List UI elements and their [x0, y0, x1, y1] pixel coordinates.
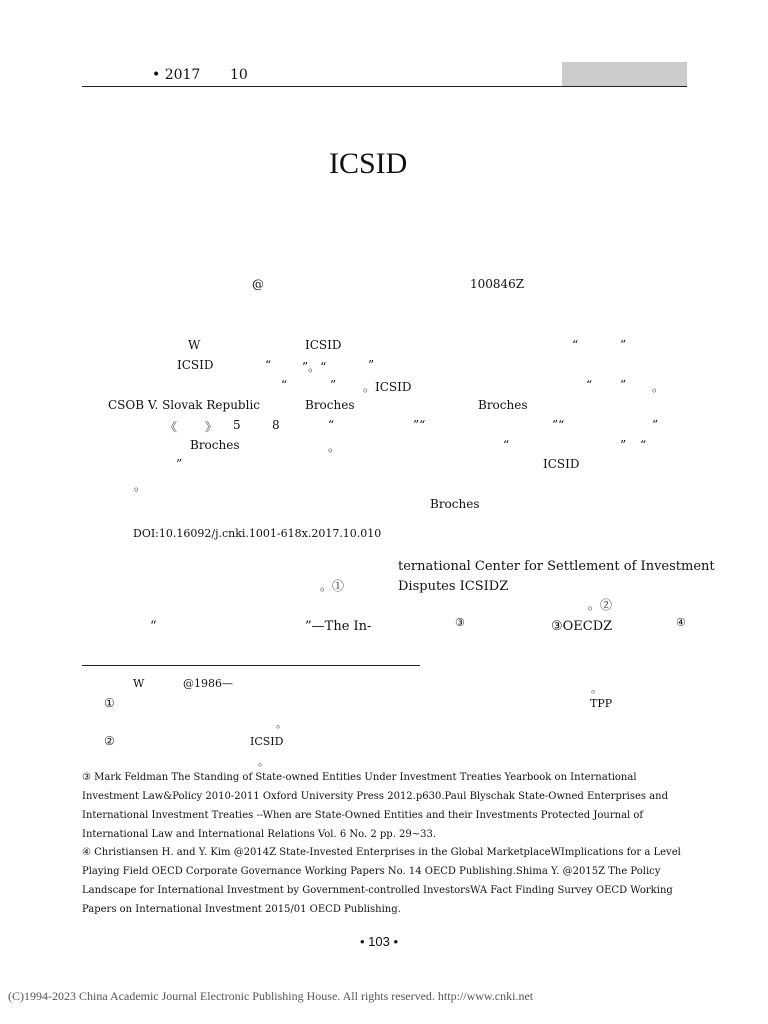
abstract-token: “ [640, 438, 647, 452]
abstract-token: ”“ [413, 418, 426, 432]
body-footnote-ref: 。① [320, 579, 345, 593]
abstract-token: “ [328, 418, 335, 432]
footnote-2-icsid: ICSID [250, 735, 284, 748]
abstract-token: 。 [328, 440, 341, 454]
footnote-4: ④ Christiansen H. and Y. Kim @2014Z State-Invested Enterprises in the Global MarketplaceWImplications for a Level Playing Field OECD Corporate Governance Working Papers No. 14 OECD Publishing.Shima Y. @2015Z The Policy Landscape for International Investment by Government-controlled InvestorsWA Fact Finding Survey OECD Working Papers on International Investment 2015/01 OECD Publishing. [82, 847, 681, 915]
abstract-token: ” [652, 418, 659, 432]
abstract-token: ICSID [543, 457, 580, 471]
body-footnote-ref: ④ [676, 616, 686, 629]
author-end: 。 [591, 682, 602, 695]
abstract-token: 。 [134, 479, 147, 493]
footnote-2-end: 。 [258, 755, 269, 768]
journal-year: • 2017 [152, 67, 201, 83]
affiliation-at: @ [252, 277, 264, 291]
abstract-token: 8 [272, 418, 280, 432]
abstract-token: “ [586, 378, 593, 392]
abstract-token: W [188, 338, 201, 352]
abstract-token: 》 [205, 420, 218, 434]
abstract-token: Broches [190, 438, 240, 452]
abstract-token: “ [281, 378, 288, 392]
abstract-token: “ [572, 338, 579, 352]
body-footnote-ref: 。② [588, 598, 613, 612]
abstract-token: Broches [430, 497, 480, 511]
author-name: W [133, 677, 145, 690]
body-line: Disputes ICSIDZ [398, 579, 509, 594]
abstract-token: “ [503, 438, 510, 452]
abstract-token: Broches [478, 398, 528, 412]
page-number: • 103 • [360, 934, 399, 949]
abstract-token: ” [620, 378, 627, 392]
footnote-1-mark: ① [104, 696, 115, 710]
footnote-3: ③ Mark Feldman The Standing of State-owned Entities Under Investment Treaties Yearbook on International Investment Law&Policy 2010-2011 Oxford University Press 2012.p630.Paul Blyschak State-Owned Enterprises and International Investment Treaties --When are State-Owned Entities and their Investments Protected Journal of International Law and International Relations Vol. 6 No. 2 pp. 29~33. [82, 772, 668, 840]
abstract-token: ”。“ [302, 360, 327, 374]
body-line: ③OECDZ [551, 619, 613, 634]
body-footnote-ref: ③ [455, 616, 465, 629]
author-birth: @1986— [183, 677, 233, 690]
body-line: ”—The In- [305, 619, 372, 634]
footnote-1-end: 。 [276, 717, 287, 730]
abstract-token: ” [620, 338, 627, 352]
abstract-token: ICSID [305, 338, 342, 352]
abstract-token: “ [265, 358, 272, 372]
abstract-token: 。ICSID [363, 380, 412, 394]
abstract-token: ” [620, 438, 627, 452]
body-quote: “ [150, 619, 157, 634]
copyright-footer: (C)1994-2023 China Academic Journal Electronic Publishing House. All rights reserved. http://www.cnki.net [8, 989, 534, 1003]
abstract-token: CSOB V. Slovak Republic [108, 398, 260, 412]
journal-issue: 10 [230, 67, 248, 83]
article-title: ICSID [329, 147, 408, 180]
abstract-token: ” [368, 358, 375, 372]
abstract-token: 《 [165, 420, 178, 434]
footnote-rule [82, 665, 420, 666]
header-rule [82, 86, 687, 87]
abstract-token: Broches [305, 398, 355, 412]
abstract-token: 。 [652, 380, 665, 394]
affiliation-postcode: 100846Z [470, 277, 525, 291]
abstract-token: ” [330, 378, 337, 392]
body-line: ternational Center for Settlement of Investment [398, 559, 715, 574]
abstract-token: ICSID [177, 358, 214, 372]
abstract-token: 5 [233, 418, 241, 432]
header-shade-box [562, 62, 687, 86]
doi: DOI:10.16092/j.cnki.1001-618x.2017.10.010 [133, 527, 382, 540]
footnote-2-mark: ② [104, 734, 115, 748]
abstract-token: ” [176, 457, 183, 471]
footnote-1-tpp: TPP [590, 697, 613, 710]
abstract-token: ”“ [552, 418, 565, 432]
